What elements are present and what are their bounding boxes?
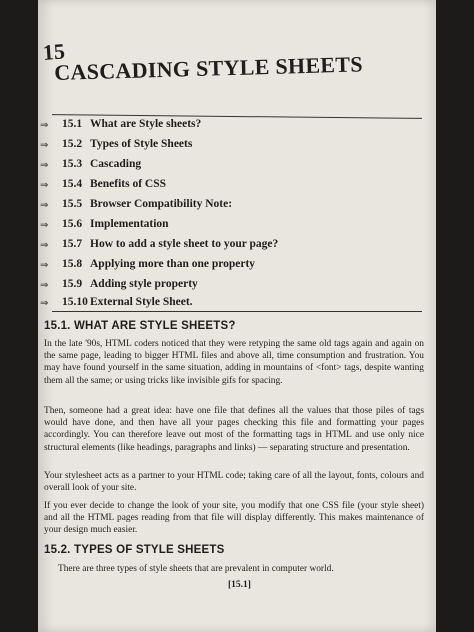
arrow-icon: ⇒ [40, 240, 49, 251]
toc-label: External Style Sheet. [90, 296, 193, 308]
page-number: [15.1] [228, 580, 251, 590]
toc-item [38, 278, 436, 296]
toc-number: 15.3 [62, 158, 83, 170]
arrow-icon: ⇒ [40, 220, 49, 231]
toc-item [38, 198, 436, 216]
toc-item [38, 258, 436, 276]
arrow-icon: ⇒ [40, 140, 49, 151]
section-heading: 15.1. WHAT ARE STYLE SHEETS? [44, 320, 236, 332]
arrow-icon: ⇒ [40, 180, 49, 191]
arrow-icon: ⇒ [40, 298, 49, 309]
toc-label: What are Style sheets? [90, 118, 202, 130]
toc-item [38, 138, 436, 156]
toc-item [38, 158, 436, 176]
arrow-icon: ⇒ [40, 260, 49, 271]
toc-label: Implementation [90, 218, 169, 230]
arrow-icon: ⇒ [40, 280, 49, 291]
paragraph: Then, someone had a great idea: have one file that defines all the values that those piles of tags would have done, and then have all your pages checking this file and formatting your pages accordingly. You can therefore leave out most of the formatting tags in HTML and use only nice structural elements (like headings, paragraphs and links) — separating structure and presentation. [44, 406, 424, 453]
toc-label: How to add a style sheet to your page? [90, 238, 279, 250]
toc-number: 15.10 [62, 296, 88, 308]
toc-number: 15.1 [62, 118, 83, 130]
toc-label: Types of Style Sheets [90, 138, 193, 150]
paragraph: Your stylesheet acts as a partner to your HTML code; taking care of all the layout, fonts, colours and overall look of your site. [44, 471, 424, 494]
section-heading: 15.2. TYPES OF STYLE SHEETS [44, 544, 225, 556]
toc-number: 15.5 [62, 198, 83, 210]
arrow-icon: ⇒ [40, 160, 49, 171]
toc-item [38, 178, 436, 196]
paragraph: In the late '90s, HTML coders noticed that they were retyping the same old tags again and again on the same page, leading to bigger HTML files and above all, time consumption and frustration. You may have found yourself in the same situation, adding in mountains of <font> tags, despite wanting them all the same; or using tricks like invisible gifs for spacing. [44, 339, 424, 386]
toc-number: 15.7 [62, 238, 83, 250]
paragraph: There are three types of style sheets that are prevalent in computer world. [58, 564, 334, 574]
toc-label: Applying more than one property [90, 258, 256, 270]
book-page [38, 0, 436, 632]
arrow-icon: ⇒ [40, 120, 49, 131]
toc-number: 15.9 [62, 278, 83, 290]
toc-number: 15.6 [62, 218, 83, 230]
toc-label: Browser Compatibility Note: [90, 198, 233, 210]
chapter-title: CASCADING STYLE SHEETS [54, 51, 364, 85]
toc-label: Cascading [90, 158, 142, 170]
toc-item [38, 118, 436, 136]
toc-label: Benefits of CSS [90, 178, 167, 190]
toc-item [38, 238, 436, 256]
toc-item [38, 218, 436, 236]
toc-number: 15.4 [62, 178, 83, 190]
paragraph: If you ever decide to change the look of your site, you modify that one CSS file (your style sheet) and all the HTML pages reading from that file will display differently. This makes maintenance of your design much easier. [44, 501, 424, 536]
arrow-icon: ⇒ [40, 200, 49, 211]
toc-number: 15.2 [62, 138, 83, 150]
toc-number: 15.8 [62, 258, 83, 270]
toc-label: Adding style property [90, 278, 198, 290]
chapter-number: 15 [42, 38, 66, 65]
toc-bottom-rule [52, 311, 422, 312]
